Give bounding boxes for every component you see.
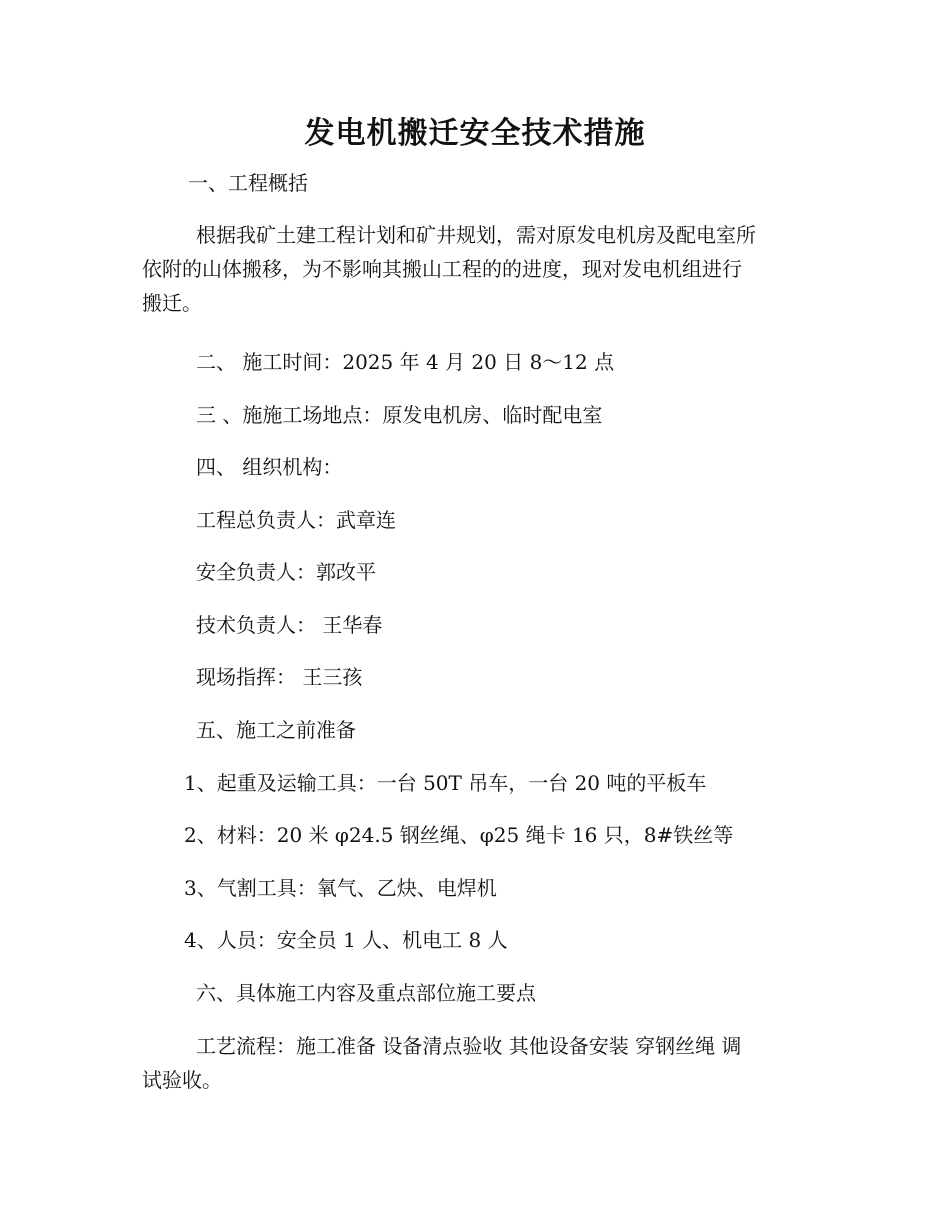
org-site: 现场指挥： 王三孩	[196, 665, 363, 689]
document-title: 发电机搬迁安全技术措施	[304, 116, 646, 151]
process-line2: 试验收。	[142, 1068, 222, 1092]
section3-construction-site: 三 、施施工场地点：原发电机房、临时配电室	[196, 403, 603, 427]
process-paragraph	[142, 1029, 812, 1097]
org-safety: 安全负责人：郭改平	[196, 560, 376, 584]
section1-para-line2: 依附的山体搬移，为不影响其搬山工程的的进度，现对发电机组进行	[142, 257, 742, 281]
section6-heading: 六、具体施工内容及重点部位施工要点	[196, 981, 536, 1005]
prep-item-4: 4、人员：安全员 1 人、机电工 8 人	[184, 928, 508, 952]
org-chief: 工程总负责人：武章连	[196, 508, 396, 532]
section1-paragraph	[142, 218, 812, 320]
prep-item-1: 1、起重及运输工具：一台 50T 吊车，一台 20 吨的平板车	[184, 771, 707, 795]
section2-construction-time: 二、 施工时间：2025 年 4 月 20 日 8～12 点	[196, 350, 615, 374]
prep-item-3: 3、气割工具：氧气、乙炔、电焊机	[184, 876, 497, 900]
section1-heading: 一、工程概括	[188, 171, 308, 195]
prep-item-2: 2、材料：20 米 φ24.5 钢丝绳、φ25 绳卡 16 只，8#铁丝等	[184, 823, 734, 847]
section1-para-line1: 根据我矿土建工程计划和矿井规划，需对原发电机房及配电室所	[196, 223, 756, 247]
section4-heading: 四、 组织机构：	[196, 455, 343, 479]
process-line1: 工艺流程：施工准备 设备清点验收 其他设备安装 穿钢丝绳 调	[196, 1034, 742, 1058]
section1-para-line3: 搬迁。	[142, 291, 202, 315]
section5-heading: 五、施工之前准备	[196, 718, 356, 742]
org-tech: 技术负责人： 王华春	[196, 613, 383, 637]
